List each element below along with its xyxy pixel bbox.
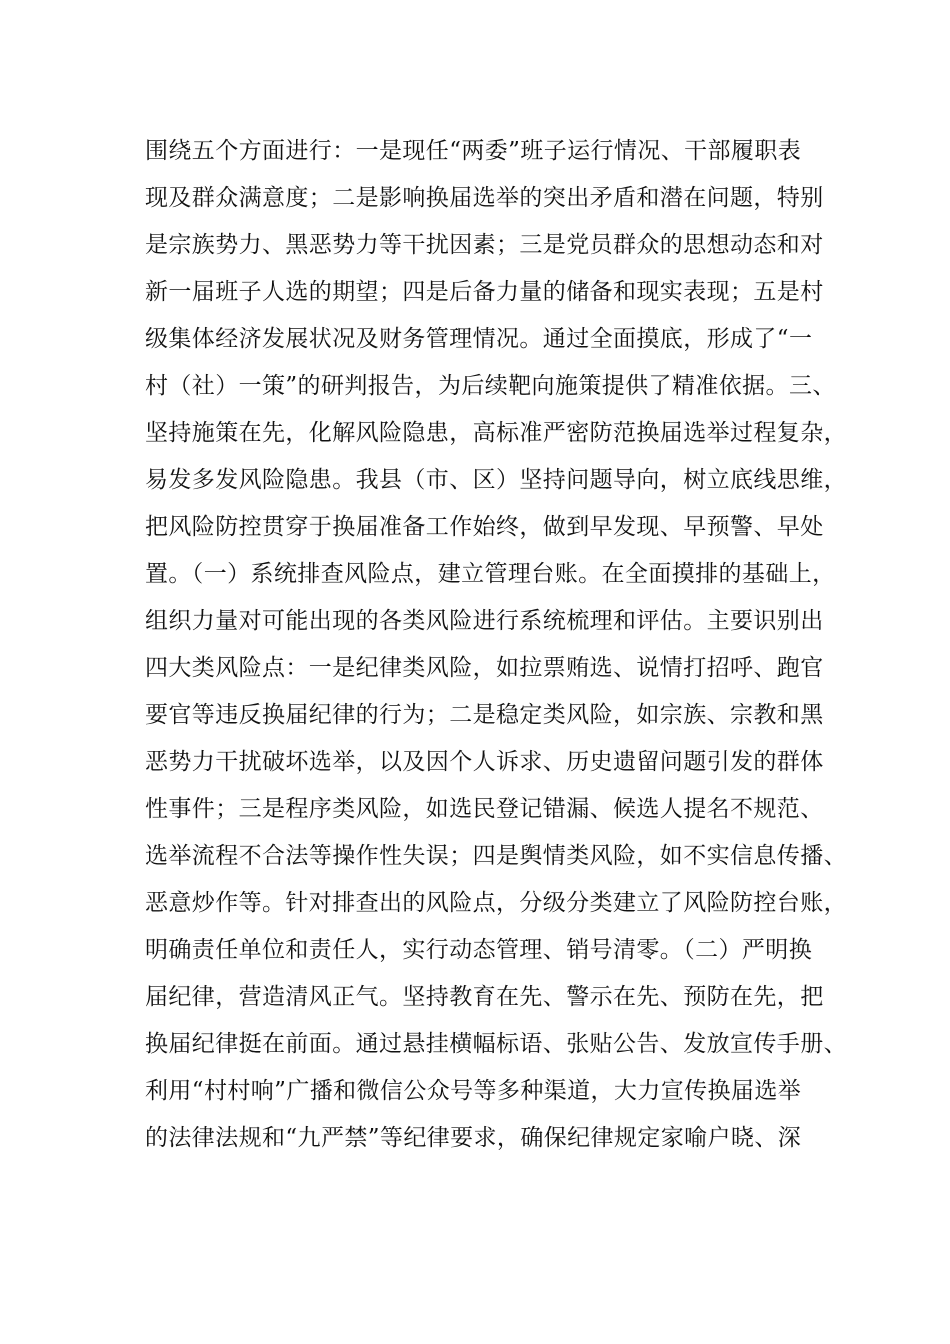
text-line-15: 性事件；三是程序类风险，如选民登记错漏、候选人提名不规范、: [145, 796, 824, 822]
text-line-17: 恶意炒作等。针对排查出的风险点，分级分类建立了风险防控台账，: [145, 890, 847, 916]
text-line-5: 级集体经济发展状况及财务管理情况。通过全面摸底，形成了“一: [145, 326, 813, 352]
text-line-18: 明确责任单位和责任人，实行动态管理、销号清零。（二）严明换: [145, 937, 813, 963]
text-line-2: 现及群众满意度；二是影响换届选举的突出矛盾和潜在问题，特别: [145, 185, 824, 211]
text-line-20: 换届纪律挺在前面。通过悬挂横幅标语、张贴公告、发放宣传手册、: [145, 1031, 847, 1057]
text-line-1: 围绕五个方面进行：一是现任“两委”班子运行情况、干部履职表: [145, 138, 802, 164]
body-text: [145, 128, 847, 1162]
text-line-12: 四大类风险点：一是纪律类风险，如拉票贿选、说情打招呼、跑官: [145, 655, 824, 681]
text-line-11: 组织力量对可能出现的各类风险进行系统梳理和评估。主要识别出: [145, 608, 824, 634]
text-line-8: 易发多发风险隐患。我县（市、区）坚持问题导向，树立底线思维，: [145, 467, 847, 493]
text-line-14: 恶势力干扰破坏选举，以及因个人诉求、历史遗留问题引发的群体: [145, 749, 824, 775]
text-line-6: 村（社）一策”的研判报告，为后续靶向施策提供了精准依据。三、: [145, 373, 836, 399]
text-line-21: 利用“村村响”广播和微信公众号等多种渠道，大力宣传换届选举: [145, 1078, 802, 1104]
text-line-13: 要官等违反换届纪律的行为；二是稳定类风险，如宗族、宗教和黑: [145, 702, 824, 728]
text-line-7: 坚持施策在先，化解风险隐患，高标准严密防范换届选举过程复杂，: [145, 420, 847, 446]
text-line-10: 置。（一）系统排查风险点，建立管理台账。在全面摸排的基础上，: [145, 561, 836, 587]
text-line-4: 新一届班子人选的期望；四是后备力量的储备和现实表现；五是村: [145, 279, 824, 305]
text-line-19: 届纪律，营造清风正气。坚持教育在先、警示在先、预防在先，把: [145, 984, 824, 1010]
text-line-3: 是宗族势力、黑恶势力等干扰因素；三是党员群众的思想动态和对: [145, 232, 824, 258]
text-line-22: 的法律法规和“九严禁”等纪律要求，确保纪律规定家喻户晓、深: [145, 1125, 802, 1151]
text-line-9: 把风险防控贯穿于换届准备工作始终，做到早发现、早预警、早处: [145, 514, 824, 540]
text-line-16: 选举流程不合法等操作性失误；四是舆情类风险，如不实信息传播、: [145, 843, 847, 869]
